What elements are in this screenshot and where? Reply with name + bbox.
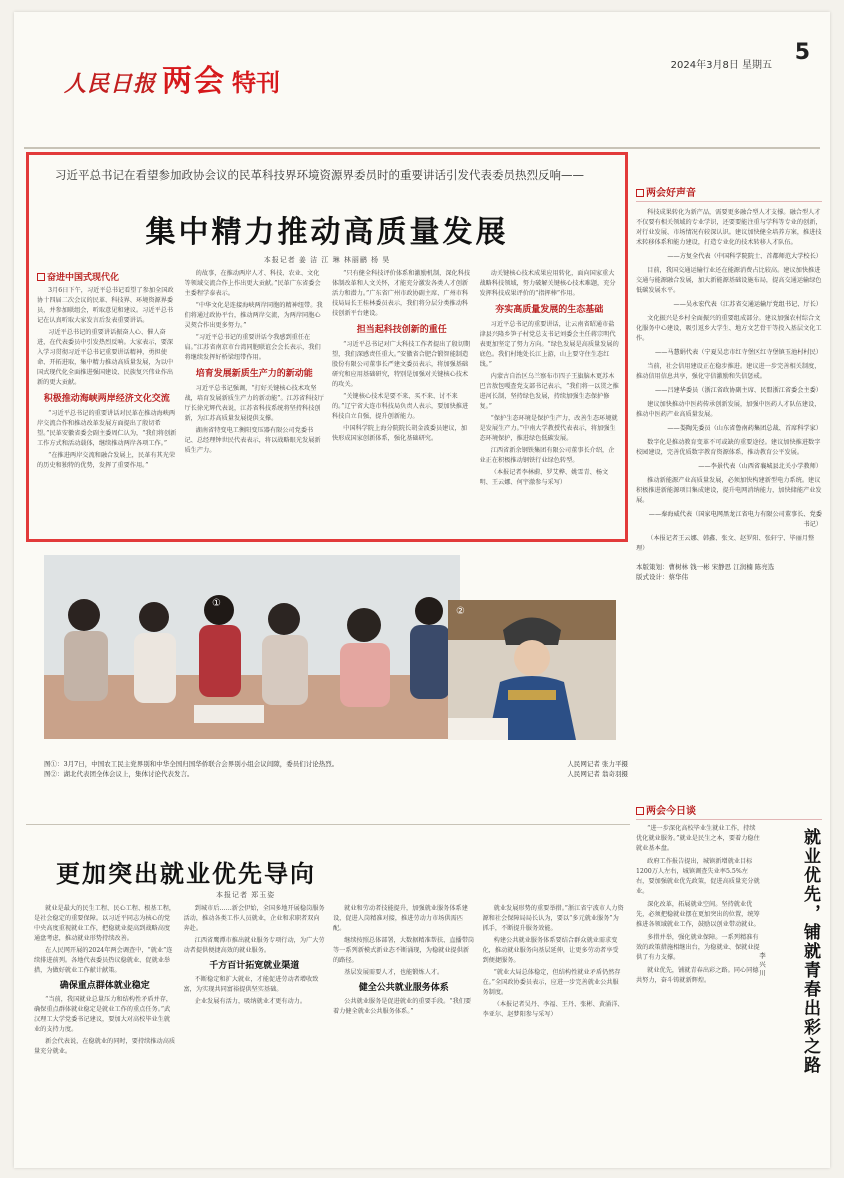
caption-2: 图②：湖北代表团全体会议上，集体讨论代表发言。	[44, 770, 194, 778]
employment-column-2	[184, 904, 326, 1156]
paragraph: 公共就业服务是促进就业的重要手段。“我们要着力健全就业公共服务体系。”	[333, 998, 472, 1015]
paragraph: 继续按照总体部署，大数据精准帮扶、直播带岗等一系列新模式新业态不断涌现，为稳就业提供新的路径。	[333, 937, 475, 964]
paragraph: 不断稳定和扩大就业，才能促进劳动者增收致富，为实现共同富裕提供坚实基础。	[183, 976, 319, 993]
subheading: 担当起科技创新的重任	[356, 325, 447, 335]
lead-kicker: 习近平总书记在看望参加政协会议的民革科技界环境资源界委员时的重要讲话引发代表委员热烈反响——	[55, 168, 584, 182]
caption-1: 图①：3月7日，中国农工民主党界别和中华全国归国华侨联合会界别小组会议间隙，委员们讨论热烈。	[44, 760, 339, 768]
photo-credits	[438, 759, 628, 779]
paragraph: 就业是最大的民生工程、民心工程、根基工程，是社会稳定的重要保障。以习近平同志为核心的党中央高度重视就业工作，把稳就业提高到战略高度通盘考虑，推动就业形势持续改善。	[34, 905, 176, 942]
subheading: 千方百计拓宽就业渠道	[209, 961, 300, 971]
subheading: 夯实高质量发展的生态基础	[495, 305, 604, 315]
today-vertical-headline: 就业优先，铺就青春出彩之路	[800, 828, 820, 1075]
paragraph: 到城市后……新会伊始，全国多地开展稳岗服务活动，推动各类工作人员就业，企业和求职者双向奔赴。	[183, 905, 325, 932]
voice-signature: ——马慧娟代表（宁夏吴忠市红寺堡区红寺堡镇玉池村村民）	[654, 349, 822, 356]
special-edition-subtitle: 特刊	[232, 69, 281, 97]
lead-story	[26, 152, 628, 542]
section-divider	[26, 824, 630, 825]
today-commentary	[636, 802, 822, 1162]
paragraph: “习近平总书记对广大科技工作者提出了殷切期望，我们深感责任重大。”安徽省合肥合锻智能制造股份有限公司董事长严建文委员表示，将加强基础研究和应用基础研究，特别是加强对关键核心技术的攻关。	[332, 341, 471, 388]
paragraph: 政府工作报告提出，城镇新增就业目标1200万人左右，城镇调查失业率5.5%左右，要加强就业优先政策，促进高质量充分就业。	[636, 858, 760, 895]
subheading: 培育发展新质生产力的新动能	[195, 369, 313, 379]
voice-signature: ——娄陶先委员（山东省鲁南药集团总裁、首席科学家）	[667, 425, 822, 432]
section-marker-icon	[636, 807, 644, 815]
photo-label-1: ①	[212, 598, 221, 609]
paragraph: 习近平总书记的重要讲话振奋人心、催人奋进，在代表委员中引发热烈反响。大家表示，要深入学习贯彻习近平总书记重要讲话精神，勇担使命、开拓进取，集中精力推动高质量发展，为以中国式现代化全面推进强国建设、民族复兴伟业作出新的更大贡献。	[37, 329, 174, 386]
photo-label-2: ②	[456, 606, 465, 617]
voices-title: 两会好声音	[636, 184, 822, 202]
lead-column-1	[37, 269, 177, 539]
subheading: 健全公共就业服务体系	[358, 983, 449, 993]
today-author: 李 兴 川	[758, 952, 766, 976]
paragraph: 3月6日下午，习近平总书记看望了参加全国政协十四届二次会议的民革、科技界、环境资源界委员，并参加联组会，听取意见和建议。习近平总书记在认真听取大家发言后发表重要讲话。	[37, 287, 174, 324]
paragraph: “中华文化是连接海峡两岸同胞的精神纽带。我们将通过政协平台，推动两岸交流，为两岸同胞心灵契合作出更多努力。”	[184, 302, 323, 329]
newspaper-logo: 人民日报	[64, 71, 157, 97]
employment-column-1	[34, 904, 176, 1156]
masthead-divider	[24, 147, 820, 149]
paragraph: 习近平总书记的重要讲话，让云南省昭通市盐津县兴隆乡笋子村党总支书记刘委会主任蒋宗明代表更加坚定了努力方向。“绿色发展是高质量发展的底色。我们村地处长江上游，山上要守住生态红线。”	[479, 321, 619, 368]
paragraph: 中国科学院上海分院院长胡金波委员建议，加快形成国家创新体系，强化基础研究。	[332, 425, 467, 442]
credit-1: 人民网记者 张力平摄	[567, 760, 628, 768]
voice-quote: 数字化是推动教育变革不可或缺的重要途径。建议加快推进数字校园建设，完善优质数字教育资源体系，推动教育公平发展。	[636, 439, 821, 456]
paragraph: 基层发展需要人才，也能锻炼人才。	[344, 969, 444, 976]
photo-caption	[44, 759, 414, 779]
editors-credit	[636, 562, 822, 582]
paragraph: 就业和劳动者技能提升，加强就业服务体系建设，促进人岗精准对接，推进劳动力市场供需匹配。	[333, 905, 468, 932]
voice-quote: 建议加快推动中医药传承创新发展，加强中医药人才队伍建设，推动中医药产业高质量发展。	[636, 401, 821, 418]
credit-2: 人民网记者 翁奇羽摄	[567, 770, 628, 778]
paragraph: “习近平总书记的重要讲话令我感到重任在肩。”江苏省南京市台湾同胞联谊会会长表示，我们将继续发挥好桥梁纽带作用。	[184, 334, 321, 361]
paragraph: 新会代表说，在稳就业的同时，要持续推动高质量充分就业。	[34, 1038, 176, 1055]
voice-signature: ——方复全代表（中国科学院院士、首都师范大学校长）	[667, 253, 822, 260]
employment-byline: 本报记者 郑玉姿	[216, 891, 276, 899]
paragraph: 就业优先，铺就青春出彩之路。同心同德共努力，奋斗铸就新辉煌。	[636, 967, 759, 984]
employment-story	[26, 832, 630, 1162]
paragraph: 江西省新余钢铁集团有限公司董事长介绍，企业正在积极推动钢铁行业绿色转型。	[479, 447, 615, 464]
masthead	[24, 20, 820, 150]
paragraph: 多措并举，强化就业保障。一系列精准有效的政策措施相继出台，为稳就业、保就业提供了有力支撑。	[636, 934, 760, 961]
lead-column-3	[332, 269, 472, 539]
paragraph: 构建公共就业服务体系要结合群众就业需求变化，推动就业服务向基层延伸，让更多劳动者享受到便捷服务。	[482, 937, 619, 964]
design-credit: 版式设计：蔡华伟	[636, 573, 688, 581]
issue-date: 2024年3月8日 星期五	[670, 60, 772, 71]
paragraph: 习近平总书记强调，“打好关键核心技术攻坚战，培育发展新质生产力的新动能”。江苏省科技厅厅长徐光辉代表说，江苏省科技系统将坚持科技创新，为江苏高质量发展提供支撑。	[184, 385, 324, 422]
brand	[64, 56, 280, 100]
voice-signature: ——吴永宏代表（江苏省交通运输厅党组书记、厅长）	[673, 301, 822, 308]
voice-quote: 当前，社会信用建设正在稳步推进。建议进一步完善相关制度，推动信用信息共享，强化守信激励和失信惩戒。	[636, 363, 821, 380]
paragraph: 在人民网开展的2024年两会调查中，“就业”连续排进前列。各地代表委员热议稳就业、促就业举措，为做好就业工作献计献策。	[34, 947, 173, 974]
reporters-note: （本报记者吴丹、李福、王丹、张彬、黄涌洋、李亚尔、赵梦阳参与采写）	[482, 1001, 624, 1018]
subheading: 确保重点群体就业稳定	[59, 981, 150, 991]
voice-signature: ——秦海威代表（国家电网黑龙江省电力有限公司董事长、党委书记）	[648, 511, 822, 528]
paragraph: “进一步深化高校毕业生就业工作，持续优化就业服务。”就业是民生之本，要着力稳住就业基本盘。	[636, 825, 760, 852]
voice-quote: 科技成果转化为新产品，需要更多融合型人才支撑。融合型人才不仅要有相关领域的专业学识，还要要能注重与学科等专业的创新，对行业发展、市场情况有较深认识。建议加快健全培养方案，推进技术转移体系和能力建设，打造专业化的技术转移人才队伍。	[636, 209, 822, 246]
section-marker-icon	[636, 189, 644, 197]
photo-section	[28, 555, 630, 813]
delegate-photo-illustration	[448, 600, 616, 740]
voice-quote: 目前，我国交通运输行业还在能源消费占比较高。建议加快推进交通与能源融合发展，加大新能源基础设施布局，提高交通运输绿色低碳发展水平。	[636, 267, 822, 294]
paragraph: “就业大局总体稳定，但结构性就业矛盾仍然存在。”全国政协委员表示，应进一步完善就业公共服务制度。	[482, 969, 621, 996]
paragraph: 内蒙古自治区乌兰察布市四子王旗脑木更苏木巴音敖包嘎查党支部书记表示，“我们将一以贯之推进河长制，坚持绿色发展，持续加强生态保护修复。”	[479, 373, 619, 410]
voice-signature: ——李景代表（山西省襄城县北关小学教师）	[698, 463, 822, 470]
employment-columns	[34, 904, 624, 1156]
today-body	[636, 824, 760, 1160]
photo-meeting	[44, 555, 460, 739]
paragraph: “关键核心技术是要不来、买不来、讨不来的。”辽宁省大连市科技局负责人表示，要加快推进科技自立自强，提升创新能力。	[332, 393, 469, 420]
paragraph: “只有健全科技评价体系和激励机制，深化科技体制改革和人文关怀，才能充分激发各类人才创新活力和潜力。”广东省广州市政协副主席、广州市科技局局长王桂林委员表示，我们将分层分类推动科技创新平台建设。	[332, 270, 471, 317]
lead-column-4	[480, 269, 620, 539]
paragraph: 就业发展形势的重要举措。”浙江省宁波市人力资源和社会保障局局长认为，要以“多元就业服务”为抓手，不断提升服务效能。	[482, 905, 624, 932]
newspaper-page	[14, 12, 830, 1168]
voices-text	[636, 208, 822, 554]
paragraph: “当前，我国就业总量压力和结构性矛盾并存，确保重点群体就业稳定是就业工作的重点任务。”武汉理工大学党委书记建议，要加大对高校毕业生就业的支持力度。	[34, 996, 173, 1033]
paragraph: “在推进两岸交流和融合发展上，民革有其光荣的历史和独特的优势，发挥了重要作用。”	[37, 452, 176, 469]
photo-delegate	[448, 600, 616, 740]
voice-note: （本报记者王云娜、韩鑫、张文、赵罗阳、张轩宁、毕丽月整理）	[636, 535, 815, 552]
today-title: 两会今日谈	[636, 802, 822, 820]
employment-column-3	[333, 904, 475, 1156]
paragraph: “习近平总书记的重要讲话对民革在推动海峡两岸交流合作和推动改革发展方面提出了殷切希望。”民革安徽省委会副主委周仁认为，“我们将创新工作方式和活动载体，继续推动两岸各项工作。”	[37, 410, 177, 447]
paragraph: 深化改革，拓展就业空间。坚持就业优先，必须把稳就业摆在更加突出的位置，统筹推进各领域就业工作，鼓励以创业带动就业。	[636, 901, 760, 928]
employment-column-4	[483, 904, 625, 1156]
paragraph: “保护生态环境是保护生产力，改善生态环境就是发展生产力。”中南大学教授代表表示，将加强生态环境保护，推进绿色低碳发展。	[479, 415, 618, 442]
lead-byline: 本报记者 姜 洁 江 琳 林丽鹂 杨 昊	[263, 256, 391, 264]
employment-headline: 更加突出就业优先导向	[56, 860, 316, 888]
paragraph: 企业发展有活力，吸纳就业才更有动力。	[194, 998, 307, 1005]
editors-list: 本版策划：曹树林 钱一彬 宋静思 江润楠 陈亮选	[636, 563, 775, 571]
subheading: 积极推动海峡两岸经济文化交流	[43, 394, 170, 404]
voice-quote: 文化振兴是乡村全面振兴的重要组成部分。建议加强农村综合文化服务中心建设，吸引返乡大学生、地方文艺骨干等投入基层文化工作。	[636, 315, 822, 342]
special-edition-title: 两会	[162, 64, 227, 99]
lead-columns	[37, 269, 619, 539]
meeting-photo-illustration	[44, 555, 460, 739]
section-heading: 奋进中国式现代化	[37, 273, 177, 283]
paragraph: 湖南省特变电工衡阳变压器有限公司党委书记、总经理钟世民代表表示，将以战略眼光发展新质生产力。	[184, 427, 321, 454]
paragraph: 动关键核心技术成果应用转化，面向国家重大战略科技领域，努力破解关键核心技术难题，充分发挥科技成果评价的“指挥棒”作用。	[479, 270, 616, 297]
voice-signature: ——吕建华委员（浙江省政协副主席、民盟浙江省委会主委）	[654, 387, 822, 394]
paragraph: 江西省鹰潭市推出就业服务专项行动，为广大劳动者提供便捷高效的就业服务。	[183, 937, 325, 954]
voices-column	[636, 184, 822, 794]
paragraph: 的故事，在推动两岸人才、科技、农业、文化等领域交流合作上作出更大贡献。”民革广东省委会主委程学泰表示。	[184, 270, 321, 297]
section-marker-icon	[37, 273, 45, 281]
voice-quote: 推动新能源产业高质量发展，必须加快构建新型电力系统。建议积极推进新能源项目集成建设，提升电网消纳能力，加快储能产业发展。	[636, 477, 822, 504]
lead-headline: 集中精力推动高质量发展	[145, 215, 509, 250]
reporters-note: （本报记者李林蔚、罗艾桦、姚雪青、杨文明、王云娜、何宇澈参与采写）	[479, 469, 609, 486]
lead-column-2	[185, 269, 325, 539]
page-number: 5	[794, 40, 810, 65]
